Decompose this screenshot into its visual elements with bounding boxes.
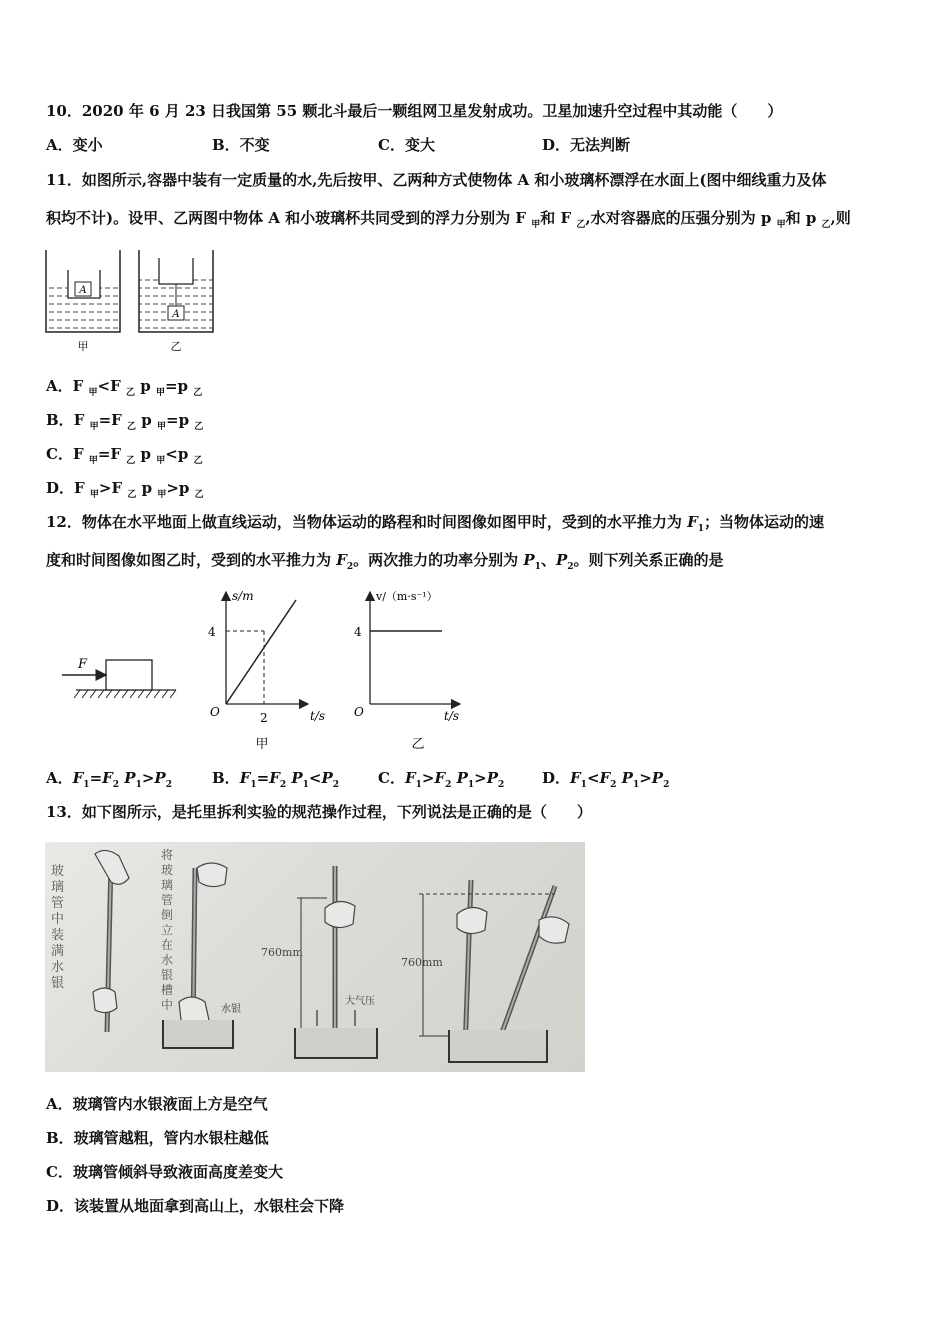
q13-photo xyxy=(45,842,585,1072)
q11-caption-yi: 乙 xyxy=(170,340,182,353)
q11-option-c: C．F $_甲$=F $_乙$ p $_甲$<p $_乙$ xyxy=(46,445,203,466)
q10-option-c: C．变大 xyxy=(378,136,435,154)
q13-photo-mercury-label: 水银 xyxy=(221,1004,241,1015)
q12-figure xyxy=(56,586,476,756)
q11-block-label-jia: A xyxy=(79,285,87,296)
q10-stem: 10．2020 年 6 月 23 日我国第 55 颗北斗最后一颗组网卫星发射成功。卫星加速升空过程中其动能（ ） xyxy=(46,102,783,120)
q12-graph-jia-ytick: 4 xyxy=(208,625,216,639)
q13-stage-vertical xyxy=(295,866,377,1058)
q11-option-b: B．F $_甲$=F $_乙$ p $_甲$=p $_乙$ xyxy=(46,411,204,432)
q12-option-d: D．$F_1<F_2$ $P_1>P_2$ xyxy=(542,769,670,790)
q12-block-diagram xyxy=(62,657,176,698)
q12-option-c: C．$F_1>F_2$ $P_1>P_2$ xyxy=(378,769,505,790)
q11-cup-yi xyxy=(159,258,193,284)
q13-photo-atm-label: 大气压 xyxy=(345,996,375,1007)
q12-graph-jia-caption: 甲 xyxy=(255,737,269,752)
q12-graph-yi xyxy=(354,590,460,752)
q12-graph-jia xyxy=(208,589,325,752)
q12-stem-line1: 12．物体在水平地面上做直线运动，当物体运动的路程和时间图像如图甲时，受到的水平推力为 $F_1$；当物体运动的速 xyxy=(46,513,825,534)
q12-graph-yi-ytick: 4 xyxy=(354,625,362,639)
q12-stem-line2: 度和时间图像如图乙时，受到的水平推力为 $F_2$。两次推力的功率分别为 $P_1$、$P_2$。则下列关系正确的是 xyxy=(46,551,724,572)
q12-graph-yi-caption: 乙 xyxy=(411,737,425,752)
q13-option-a: A．玻璃管内水银液面上方是空气 xyxy=(46,1095,268,1113)
q13-option-d: D．该装置从地面拿到高山上，水银柱会下降 xyxy=(46,1197,345,1215)
q13-stem: 13．如下图所示，是托里拆利实验的规范操作过程，下列说法是正确的是（ ） xyxy=(46,803,592,821)
q13-photo-text2: 将玻璃管倒立在水银槽中 xyxy=(161,848,174,1012)
q12-graph-yi-xlabel: t/s xyxy=(444,709,460,723)
q11-caption-jia: 甲 xyxy=(77,340,89,353)
q11-figure xyxy=(40,244,220,356)
q12-option-b: B．$F_1=F_2$ $P_1<P_2$ xyxy=(212,769,340,790)
q12-graph-jia-xtick: 2 xyxy=(260,711,268,725)
q13-photo-760-label-b: 760mm xyxy=(401,956,443,969)
q10-option-b: B．不变 xyxy=(212,136,270,154)
q10-option-a: A．变小 xyxy=(46,136,103,154)
q13-stage-tilted xyxy=(419,880,569,1062)
q13-photo-drawing xyxy=(45,842,585,1072)
q11-stem-line1: 11．如图所示,容器中装有一定质量的水,先后按甲、乙两种方式使物体 A 和小玻璃杯漂浮在水面上(图中细线重力及体 xyxy=(46,171,827,189)
q11-block-label-yi: A xyxy=(172,309,180,320)
q12-graph-yi-origin: O xyxy=(354,705,364,719)
q12-graph-yi-ylabel: v/（m·s⁻¹） xyxy=(376,590,438,603)
q11-option-a: A．F $_甲$<F $_乙$ p $_甲$=p $_乙$ xyxy=(46,377,203,398)
q12-force-label: F xyxy=(78,657,88,672)
q13-photo-760-label-a: 760mm xyxy=(261,946,303,959)
q12-graph-jia-ylabel: s/m xyxy=(232,589,254,603)
q10-option-d: D．无法判断 xyxy=(542,136,631,154)
q13-stage-fill xyxy=(93,850,129,1032)
q12-graph-jia-xlabel: t/s xyxy=(310,709,326,723)
q13-option-b: B．玻璃管越粗，管内水银柱越低 xyxy=(46,1129,269,1147)
q12-block xyxy=(106,660,152,690)
q13-photo-text1: 玻璃管中装满水银 xyxy=(51,864,65,991)
q12-graph-jia-line xyxy=(226,600,296,704)
q11-option-d: D．F $_甲$>F $_乙$ p $_甲$>p $_乙$ xyxy=(46,479,204,500)
q11-stem-line2: 积均不计)。设甲、乙两图中物体 A 和小玻璃杯共同受到的浮力分别为 F $_甲$和 F $_乙$,水对容器底的压强分别为 p $_甲$和 p $_乙$,则 xyxy=(46,209,851,230)
q12-graph-jia-origin: O xyxy=(210,705,220,719)
q12-option-a: A．$F_1=F_2$ $P_1>P_2$ xyxy=(46,769,172,790)
q13-option-c: C．玻璃管倾斜导致液面高度差变大 xyxy=(46,1163,283,1181)
